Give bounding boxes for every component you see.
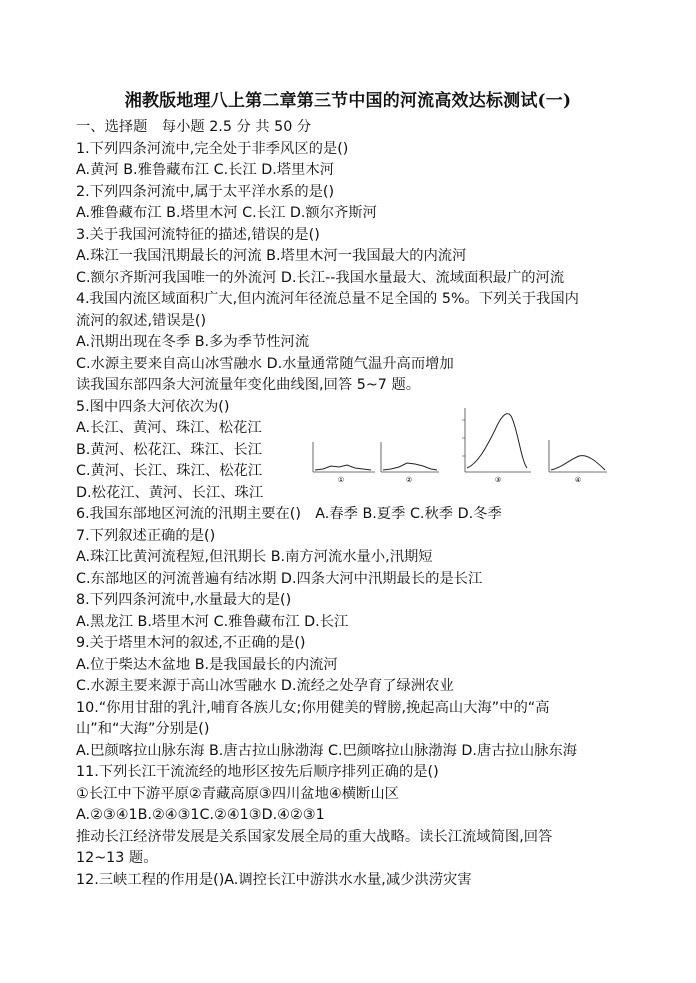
question-8-options: A.黑龙江 B.塔里木河 C.雅鲁藏布江 D.长江 xyxy=(76,614,349,630)
question-4-options-ab: A.汛期出现在冬季 B.多为季节性河流 xyxy=(76,334,310,350)
question-1-options: A.黄河 B.雅鲁藏布江 C.长江 D.塔里木河 xyxy=(76,162,334,178)
question-11-items: ①长江中下游平原②青藏高原③四川盆地④横断山区 xyxy=(76,786,399,802)
question-10-options: A.巴颜喀拉山脉东海 B.唐古拉山脉渤海 C.巴颜喀拉山脉渤海 D.唐古拉山脉东海 xyxy=(76,743,578,759)
question-7-options-ab: A.珠江比黄河流程短,但汛期长 B.南方河流水量小,汛期短 xyxy=(76,549,433,565)
question-12: 12.三峡工程的作用是()A.调控长江中游洪水水量,减少洪涝灾害 xyxy=(76,872,472,888)
panel-label-3: ③ xyxy=(494,476,502,484)
question-7-options-cd: C.东部地区的河流普遍有结冰期 D.四条大河中汛期最长的是长江 xyxy=(76,571,483,587)
discharge-panel-2 xyxy=(381,442,439,484)
figure-intro: 读我国东部四条大河流量年变化曲线图,回答 5~7 题。 xyxy=(76,377,421,393)
question-2: 2.下列四条河流中,属于太平洋水系的是() xyxy=(76,184,335,200)
question-5-option-d: D.松花江、黄河、长江、珠江 xyxy=(76,485,264,501)
question-11-options: A.②③④1B.②④③1C.②④1③D.④②③1 xyxy=(76,807,325,823)
passage-intro-cont: 12~13 题。 xyxy=(76,850,158,866)
river-discharge-figure xyxy=(305,400,615,500)
question-8: 8.下列四条河流中,水量最大的是() xyxy=(76,592,292,608)
question-5: 5.图中四条大河依次为() xyxy=(76,399,230,415)
question-4-cont: 流河的叙述,错误是() xyxy=(76,313,207,329)
section-heading: 一、选择题 每小题 2.5 分 共 50 分 xyxy=(76,119,312,135)
question-7: 7.下列叙述正确的是() xyxy=(76,528,216,544)
question-9-options-ab: A.位于柴达木盆地 B.是我国最长的内流河 xyxy=(76,657,338,673)
question-9: 9.关于塔里木河的叙述,不正确的是() xyxy=(76,635,306,651)
panel-label-4: ④ xyxy=(574,476,582,484)
question-9-options-cd: C.水源主要来源于高山冰雪融水 D.流经之处孕育了绿洲农业 xyxy=(76,678,454,694)
passage-intro: 推动长江经济带发展是关系国家发展全局的重大战略。读长江流域简图,回答 xyxy=(76,829,553,845)
question-5-option-b: B.黄河、松花江、珠江、长江 xyxy=(76,442,262,458)
question-3-options-ab: A.珠江一我国汛期最长的河流 B.塔里木河一我国最大的内流河 xyxy=(76,248,467,264)
question-10-cont: 山”和“大海”分别是() xyxy=(76,721,210,737)
panel-label-1: ① xyxy=(337,476,345,484)
discharge-panel-4 xyxy=(549,440,607,484)
page-title: 湘教版地理八上第二章第三节中国的河流高效达标测试(一) xyxy=(124,91,572,111)
question-4: 4.我国内流区域面积广大,但内流河年径流总量不足全国的 5%。下列关于我国内 xyxy=(76,291,579,307)
discharge-panel-3 xyxy=(462,408,531,484)
question-10: 10.“你用甘甜的乳汁,哺育各族儿女;你用健美的臂膀,挽起高山大海”中的“高 xyxy=(76,700,550,716)
question-5-option-c: C.黄河、长江、珠江、松花江 xyxy=(76,463,263,479)
question-11: 11.下列长江干流流经的地形区按先后顺序排列正确的是() xyxy=(76,764,439,780)
question-4-options-cd: C.水源主要来自高山冰雪融水 D.水量通常随气温升高而增加 xyxy=(76,356,454,372)
question-6: 6.我国东部地区河流的汛期主要在() A.春季 B.夏季 C.秋季 D.冬季 xyxy=(76,506,502,522)
question-3: 3.关于我国河流特征的描述,错误的是() xyxy=(76,227,320,243)
question-1: 1.下列四条河流中,完全处于非季风区的是() xyxy=(76,141,349,157)
question-5-option-a: A.长江、黄河、珠江、松花江 xyxy=(76,420,262,436)
question-2-options: A.雅鲁藏布江 B.塔里木河 C.长江 D.额尔齐斯河 xyxy=(76,205,377,221)
question-3-options-cd: C.额尔齐斯河我国唯一的外流河 D.长江--我国水量最大、流域面积最广的河流 xyxy=(76,270,565,286)
discharge-panel-1 xyxy=(313,442,375,484)
panel-label-2: ② xyxy=(405,476,413,484)
